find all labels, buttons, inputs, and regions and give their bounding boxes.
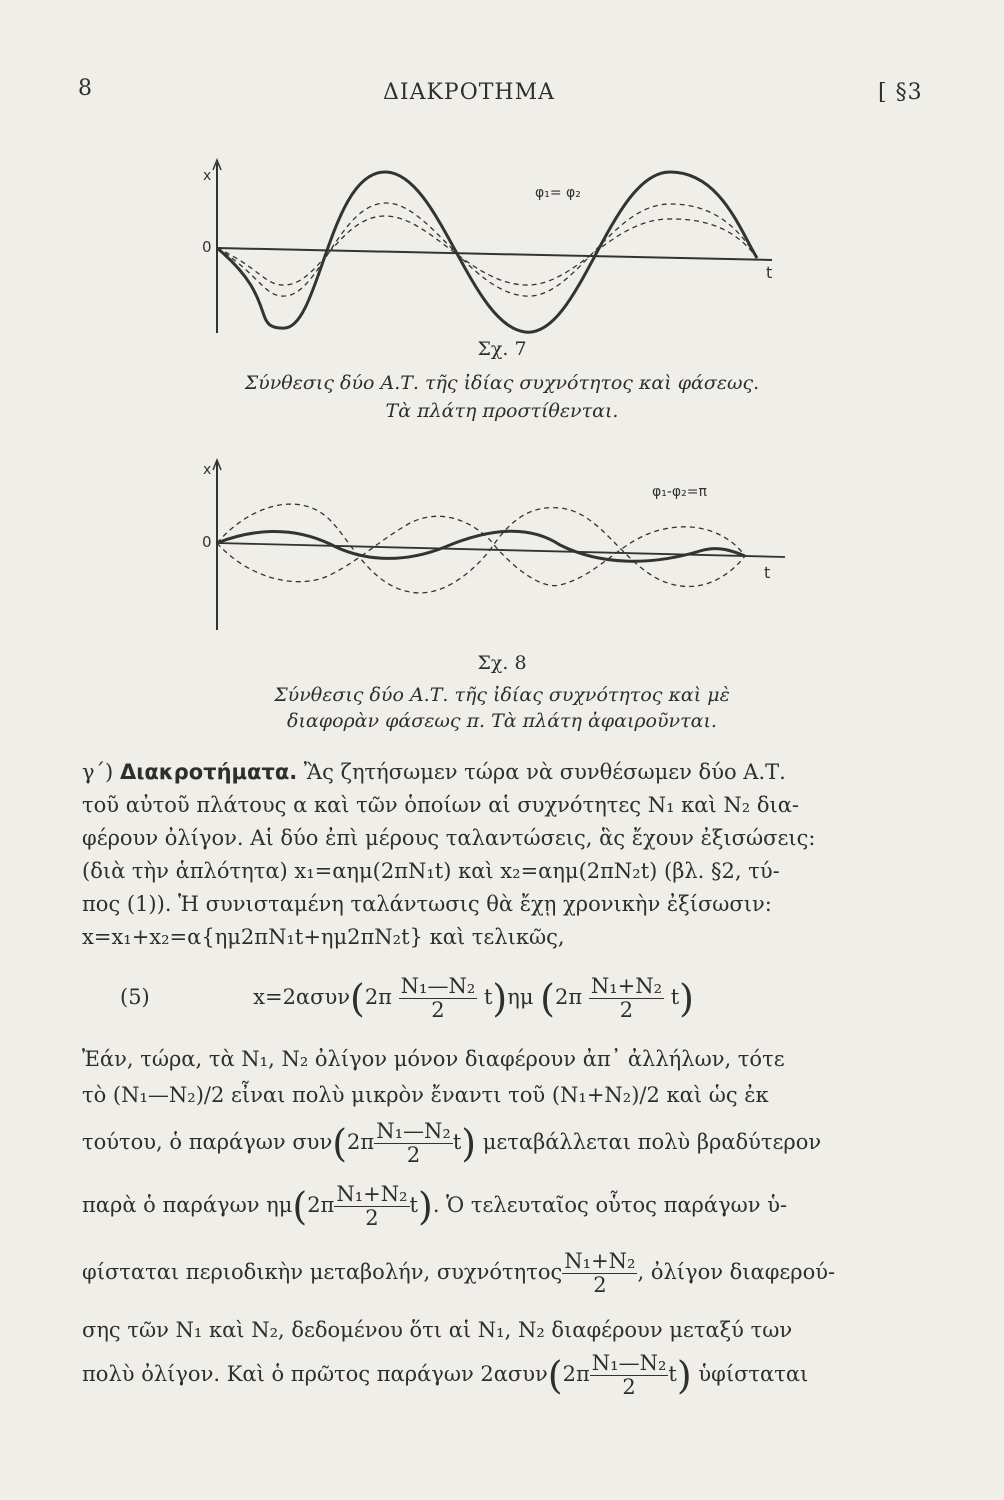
figure-7-caption: Σύνθεσις δύο Α.Τ. τῆς ἰδίας συχνότητος καὶ φάσεως.	[244, 372, 760, 394]
fig7-sum-wave	[217, 172, 757, 332]
figure-8-caption: Σύνθεσις δύο Α.Τ. τῆς ἰδίας συχνότητος καὶ μὲ	[274, 684, 730, 706]
body-line-3: φέρουν ὀλίγον. Αἱ δύο ἐπὶ μέρους ταλαντώσεις, ἃς ἔχουν ἐξισώσεις:	[82, 826, 816, 850]
figure-8-diagram	[0, 455, 1004, 635]
body-line-1	[82, 760, 786, 784]
page-number: 8	[78, 76, 93, 101]
equation-label: (5)	[120, 985, 150, 1010]
fig7-x-axis	[217, 248, 772, 260]
body-line-12: σης τῶν N₁ καὶ N₂, δεδομένου ὅτι αἱ N₁, N₂ διαφέρουν μεταξύ των	[82, 1318, 793, 1342]
body-line-6: x=x₁+x₂=α{ημ2πN₁t+ημ2πN₂t} καὶ τελικῶς,	[82, 925, 565, 949]
body-line-1-text: Ἂς ζητήσωμεν τώρα νὰ συνθέσωμεν δύο Α.Τ.	[303, 760, 786, 784]
body-line-7: Ἐάν, τώρα, τὰ N₁, N₂ ὀλίγον μόνον διαφέρουν ἀπ᾿ ἀλλήλων, τότε	[82, 1047, 785, 1071]
fig7-phase-note: φ₁= φ₂	[535, 185, 581, 201]
figure-8-number: Σχ. 8	[477, 652, 527, 674]
body-line-9: τούτου, ὁ παράγων συν(2π $\frac{\text{N₁—N₂}}{2}$ t) μεταβάλλεται πολὺ βραδύτερον	[82, 1119, 822, 1168]
figure-7-caption-line2: Τὰ πλάτη προστίθενται.	[385, 400, 619, 422]
fraction-sum: $\frac{\text{N₁+N₂}}{2}$	[590, 974, 663, 1023]
body-line-13: πολὺ ὀλίγον. Καὶ ὁ πρῶτος παράγων 2ασυν(2π $\frac{\text{N₁—N₂}}{2}$ t) ὑφίσταται	[82, 1351, 809, 1400]
fig8-origin-label: 0	[202, 533, 212, 551]
body-line-10: παρὰ ὁ παράγων ημ(2π $\frac{\text{N₁+N₂}}{2}$ t). Ὁ τελευταῖος οὗτος παράγων ὑ-	[82, 1182, 788, 1231]
fig8-resultant-wave	[217, 531, 745, 561]
equation-lhs: x=2ασυν	[253, 985, 350, 1010]
fraction-difference-inline: $\frac{\text{N₁—N₂}}{2}$	[376, 1119, 451, 1168]
body-line-2: τοῦ αὐτοῦ πλάτους α καὶ τῶν ὁποίων αἱ συχνότητες N₁ καὶ N₂ δια-	[82, 793, 800, 817]
fig7-origin-label: 0	[202, 238, 212, 256]
body-line-11: φίσταται περιοδικὴν μεταβολήν, συχνότητος $\frac{\text{N₁+N₂}}{2}$ , ὀλίγον διαφερού-	[82, 1249, 836, 1298]
fig8-t-axis-label: t	[764, 563, 771, 582]
figure-8-caption-line2: διαφορὰν φάσεως π. Τὰ πλάτη ἀφαιροῦνται.	[287, 710, 717, 732]
figure-7-diagram	[0, 150, 1004, 490]
body-line-4: (διὰ τὴν ἁπλότητα) x₁=αημ(2πN₁t) καὶ x₂=αημ(2πN₂t) (βλ. §2, τύ-	[82, 859, 780, 883]
section-heading: Διακροτήματα.	[119, 760, 298, 784]
fig8-phase-note: φ₁-φ₂=π	[652, 484, 707, 500]
fraction-difference: $\frac{\text{N₁—N₂}}{2}$	[400, 974, 476, 1023]
running-title: ΔΙΑΚΡΟΤΗΜΑ	[383, 80, 556, 105]
fraction-difference-final: $\frac{\text{N₁—N₂}}{2}$	[591, 1351, 667, 1400]
fig7-y-axis-label: x	[203, 168, 212, 184]
fraction-sum-inline: $\frac{\text{N₁+N₂}}{2}$	[336, 1182, 408, 1231]
fig7-t-axis-label: t	[766, 263, 773, 282]
section-reference: [ §3	[878, 80, 923, 105]
fig8-component-wave-2	[217, 516, 745, 585]
equation-5: (5) x=2ασυν(2π $\frac{\text{N₁—N₂}}{2}$ t)ημ (2π $\frac{\text{N₁+N₂}}{2}$ t)	[120, 974, 694, 1023]
figure-7-number: Σχ. 7	[477, 338, 527, 360]
body-line-5: πος (1)). Ἡ συνισταμένη ταλάντωσις θὰ ἔχῃ χρονικὴν ἐξίσωσιν:	[82, 892, 772, 916]
fraction-frequency: $\frac{\text{N₁+N₂}}{2}$	[564, 1249, 636, 1298]
fig8-component-wave-1	[217, 504, 745, 593]
fig8-y-axis-label: x	[203, 462, 212, 478]
heading-prefix: γ΄)	[82, 760, 114, 784]
body-line-8: τὸ (N₁—N₂)/2 εἶναι πολὺ μικρὸν ἔναντι τοῦ (N₁+N₂)/2 καὶ ὡς ἐκ	[82, 1083, 769, 1107]
